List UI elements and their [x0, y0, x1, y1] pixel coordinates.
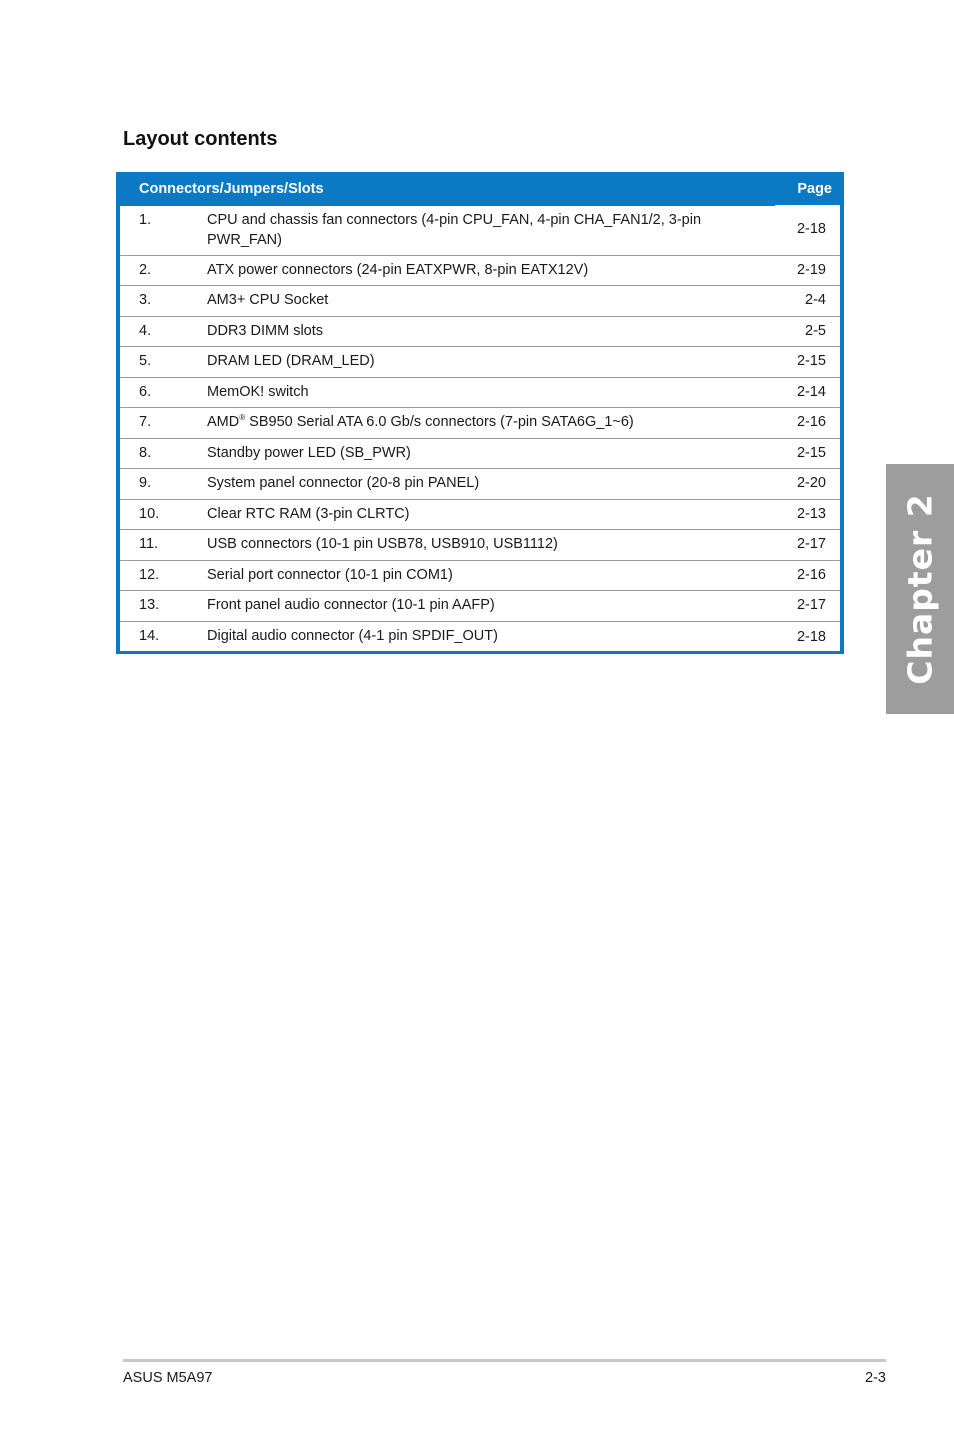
- table-row: [120, 530, 840, 561]
- header-page: Page: [797, 181, 832, 197]
- row-page: 2-18: [796, 629, 826, 645]
- row-page: 2-15: [796, 445, 826, 461]
- row-number: 12.: [139, 567, 160, 583]
- table-row: [120, 439, 840, 469]
- row-page: 2-17: [796, 536, 826, 552]
- row-page: 2-16: [796, 414, 826, 430]
- row-page: 2-14: [796, 384, 826, 400]
- chapter-side-tab: [886, 464, 954, 714]
- row-number: 10.: [139, 506, 160, 522]
- table-row: [120, 317, 840, 347]
- table-body: [120, 205, 840, 651]
- row-page: 2-5: [805, 323, 826, 339]
- row-description: Clear RTC RAM (3-pin CLRTC): [207, 506, 410, 522]
- table-row: [120, 622, 840, 651]
- row-page: 2-17: [796, 597, 826, 613]
- row-number: 11.: [139, 536, 159, 552]
- table-row: [120, 205, 840, 256]
- row-description: DRAM LED (DRAM_LED): [207, 353, 375, 369]
- row-description: DDR3 DIMM slots: [207, 323, 324, 339]
- amd-text: AMD: [207, 414, 240, 430]
- row-number: 8.: [139, 445, 152, 461]
- layout-contents-table: [116, 172, 844, 654]
- row-number: 6.: [139, 384, 152, 400]
- row-page: 2-18: [796, 221, 826, 237]
- row-page: 2-15: [796, 353, 826, 369]
- row-description: ATX power connectors (24-pin EATXPWR, 8-pin EATX12V): [207, 262, 589, 278]
- footer-product-name: ASUS M5A97: [123, 1370, 213, 1386]
- row-page: 2-16: [796, 567, 826, 583]
- row-description: Serial port connector (10-1 pin COM1): [207, 567, 453, 583]
- row-number: 3.: [139, 292, 152, 308]
- table-row: [120, 256, 840, 286]
- registered-mark: ®: [239, 413, 246, 423]
- row-description: USB connectors (10-1 pin USB78, USB910, USB1112): [207, 536, 558, 552]
- section-title: Layout contents: [123, 128, 278, 150]
- row-description-rest: SB950 Serial ATA 6.0 Gb/s connectors (7-pin SATA6G_1~6): [245, 414, 634, 430]
- chapter-label: Chapter 2: [900, 493, 940, 685]
- table-row: [120, 286, 840, 317]
- row-number: 1.: [139, 212, 152, 228]
- row-description: Front panel audio connector (10-1 pin AAFP): [207, 597, 495, 613]
- table-row: [120, 408, 840, 439]
- row-number: 14.: [139, 628, 160, 644]
- row-number: 2.: [139, 262, 152, 278]
- header-connectors: Connectors/Jumpers/Slots: [139, 181, 324, 197]
- table-row: [120, 347, 840, 378]
- row-description: AM3+ CPU Socket: [207, 292, 329, 308]
- row-description: System panel connector (20-8 pin PANEL): [207, 475, 480, 491]
- row-number: 13.: [139, 597, 160, 613]
- row-number: 4.: [139, 323, 152, 339]
- row-description: MemOK! switch: [207, 384, 309, 400]
- row-number: 5.: [139, 353, 152, 369]
- row-description: CPU and chassis fan connectors (4-pin CPU_FAN, 4-pin CHA_FAN1/2, 3-pin PWR_FAN): [207, 212, 702, 248]
- table-header: [120, 172, 840, 205]
- row-description: Digital audio connector (4-1 pin SPDIF_OUT): [207, 628, 498, 644]
- footer-page-number: 2-3: [865, 1370, 886, 1386]
- row-page: 2-20: [796, 475, 826, 491]
- row-page: 2-4: [805, 292, 826, 308]
- table-row: [120, 591, 840, 622]
- row-number: 9.: [139, 475, 152, 491]
- table-row: [120, 378, 840, 408]
- row-number: 7.: [139, 414, 152, 430]
- table-row: [120, 469, 840, 500]
- footer-divider: [123, 1359, 886, 1362]
- table-row: [120, 500, 840, 530]
- row-page: 2-13: [796, 506, 826, 522]
- row-page: 2-19: [796, 262, 826, 278]
- row-description: Standby power LED (SB_PWR): [207, 445, 411, 461]
- table-row: [120, 561, 840, 591]
- row-description: [207, 412, 742, 432]
